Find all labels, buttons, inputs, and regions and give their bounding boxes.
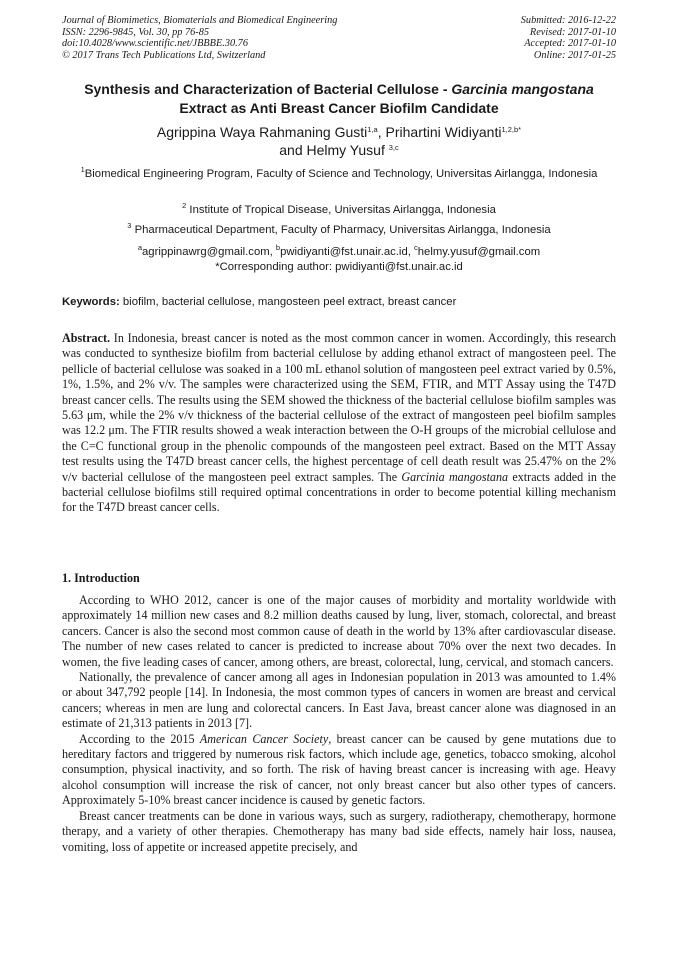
authors-line-1 bbox=[62, 123, 616, 141]
affiliation-3-text: Pharmaceutical Department, Faculty of Pharmacy, Universitas Airlangga, Indonesia bbox=[131, 224, 551, 236]
affiliation-3-number: 3 bbox=[127, 221, 132, 230]
affiliation-2-number: 2 bbox=[182, 201, 187, 210]
intro-paragraph-2: Nationally, the prevalence of cancer among all ages in Indonesian population in 2013 was amounted to 1.4% or about 347,792 people [14]. In Indonesia, the most common types of cancers in women are breast and cervical cancers; whereas in men are lung and colorectal cancers. In East Java, breast cancer alone was diagnosed in an estimate of 21,313 patients in 2013 [7]. bbox=[62, 670, 616, 731]
email-1[interactable]: agrippinawrg@gmail.com, bbox=[142, 246, 276, 258]
affiliation-1 bbox=[62, 167, 616, 182]
affiliation-3 bbox=[62, 223, 616, 238]
email-a-marker: a bbox=[137, 243, 143, 252]
abstract-species: Garcinia mangostana bbox=[401, 469, 509, 484]
author-separator: , bbox=[377, 124, 386, 140]
author-list bbox=[62, 123, 616, 159]
intro-paragraph-3-rest: , breast cancer can be caused by gene mutations due to hereditary factors and triggered by numerous risk factors, which include age, genetics, tobacco smoking, alcohol consumption, physical inactivity, and so forth. The risk of having breast cancer is increasing with age. Heavy alcohol consumption will increase the risk of cancer, not only breast cancer but also other types of cancers. Approximately 5-10% breast cancer incidence is caused by genetic factors. bbox=[62, 731, 616, 808]
journal-doi[interactable]: doi:10.4028/www.scientific.net/JBBBE.30.76 bbox=[62, 38, 248, 50]
author-3-affil: 3,c bbox=[388, 143, 399, 152]
introduction-body bbox=[62, 593, 616, 855]
intro-paragraph-1: According to WHO 2012, cancer is one of the major causes of morbidity and mortality worldwide with approximately 14 million new cases and 8.2 million deaths caused by lung, liver, stomach, colorectal, and breast cancers. Cancer is also the second most common cause of death in the world by 13% after cardiovascular disease. The number of new cases related to cancer is predicted to increase about 70% over the next two decades. In women, the five leading cases of cancer, among others, are breast, colorectal, lung, cervical, and stomach cancers. bbox=[62, 593, 616, 669]
journal-info bbox=[62, 15, 337, 61]
section-heading-introduction: 1. Introduction bbox=[62, 571, 140, 585]
abstract-label: Abstract. bbox=[62, 331, 111, 345]
email-c-marker: c bbox=[414, 243, 418, 252]
affiliation-1-text: Biomedical Engineering Program, Faculty of Science and Technology, Universitas Airlangga, Indonesia bbox=[84, 168, 598, 180]
date-submitted: Submitted: 2016-12-22 bbox=[520, 15, 616, 26]
paper-title bbox=[62, 80, 616, 118]
keywords bbox=[62, 295, 616, 310]
abstract-text-2: extracts added in the bacterial cellulose biofilms still required optimal concentrations in order to become potential killing mechanism for the T47D breast cancer cells. bbox=[62, 469, 616, 515]
affiliation-2-text: Institute of Tropical Disease, Universitas Airlangga, Indonesia bbox=[186, 204, 496, 216]
abstract-text-1: In Indonesia, breast cancer is noted as the most common cancer in women. Accordingly, this research was conducted to synthesize biofilm from bacterial cellulose by adding ethanol extract of mangosteen peel. The pellicle of bacterial cellulose was soaked in a 100 mL ethanol solution of mangosteen peel extract varied by 0.5%, 1%, 1.5%, and 2% v/v. The samples were characterized using the SEM, FTIR, and MTT Assay using the T47D breast cancer cells. The results using the SEM showed the thickness of the bacterial cellulose biofilm samples was 5.63 μm, while the 2% v/v thickness of the bacterial cellulose of the extract of mangosteen peel biofilm samples was 12.2 μm. The FTIR results showed a weak interaction between the O-H groups of the microbial cellulose and the C=C functional group in the phenolic compounds of the mangosteen peel extract. Based on the MTT Assay test results using the T47D breast cancer cells, the highest percentage of cell death result was 25.47% on the 2% v/v bacterial cellulose of the mangosteen peel extract samples. The bbox=[62, 331, 616, 484]
journal-name: Journal of Biomimetics, Biomaterials and Biomedical Engineering bbox=[62, 15, 338, 26]
journal-issn: ISSN: 2296-9845, Vol. 30, pp 76-85 bbox=[62, 26, 210, 38]
journal-header bbox=[62, 15, 616, 65]
date-accepted: Accepted: 2017-01-10 bbox=[524, 38, 616, 50]
author-2: Prihartini Widiyanti bbox=[385, 124, 502, 140]
author-2-affil: 1,2,b* bbox=[501, 125, 522, 134]
article-dates bbox=[521, 15, 616, 61]
affiliation-1-number: 1 bbox=[80, 165, 85, 174]
intro-paragraph-3-start: According to the 2015 bbox=[79, 731, 200, 746]
keywords-text: biofilm, bacterial cellulose, mangosteen peel extract, breast cancer bbox=[119, 296, 457, 308]
date-online: Online: 2017-01-25 bbox=[533, 49, 616, 61]
email-3[interactable]: helmy.yusuf@gmail.com bbox=[417, 246, 541, 258]
title-species: Garcinia mangostana bbox=[451, 81, 594, 97]
affiliation-2 bbox=[62, 203, 616, 218]
date-revised: Revised: 2017-01-10 bbox=[529, 26, 616, 38]
author-1: Agrippina Waya Rahmaning Gusti bbox=[156, 124, 368, 140]
keywords-label: Keywords: bbox=[62, 296, 120, 308]
title-part-2: Extract as Anti Breast Cancer Biofilm Candidate bbox=[179, 100, 499, 116]
abstract bbox=[62, 331, 616, 516]
corresponding-author: *Corresponding author: pwidiyanti@fst.unair.ac.id bbox=[215, 261, 463, 273]
journal-copyright: © 2017 Trans Tech Publications Ltd, Switzerland bbox=[62, 49, 266, 61]
email-2[interactable]: pwidiyanti@fst.unair.ac.id, bbox=[280, 246, 415, 258]
authors-line-2 bbox=[62, 141, 616, 159]
intro-source-name: American Cancer Society bbox=[199, 731, 329, 746]
author-1-affil: 1,a bbox=[367, 125, 378, 134]
author-emails bbox=[62, 245, 616, 260]
intro-paragraph-3 bbox=[62, 732, 616, 809]
intro-paragraph-4: Breast cancer treatments can be done in various ways, such as surgery, radiotherapy, chemotherapy, hormone therapy, and a variety of other therapies. Chemotherapy has many bad side effects, namely hair loss, nausea, vomiting, loss of appetite or increased appetite precisely, and bbox=[62, 808, 616, 854]
email-b-marker: b bbox=[275, 243, 281, 252]
title-part-1: Synthesis and Characterization of Bacterial Cellulose - bbox=[84, 81, 452, 97]
author-3: and Helmy Yusuf bbox=[279, 142, 389, 158]
